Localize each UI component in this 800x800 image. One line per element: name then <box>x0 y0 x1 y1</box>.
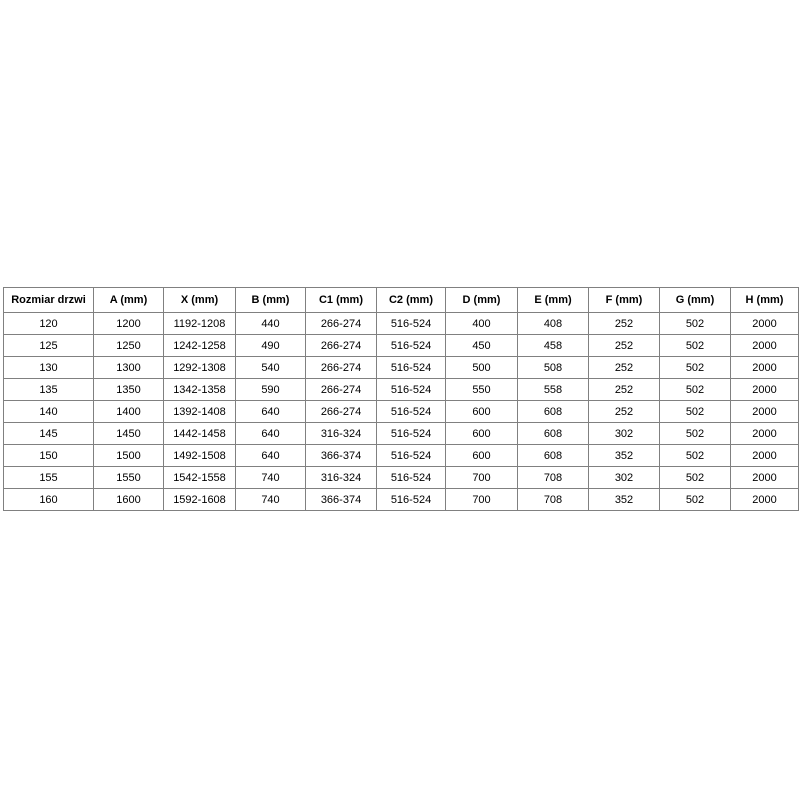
column-header: X (mm) <box>164 288 236 313</box>
table-cell: 1250 <box>94 335 164 357</box>
table-cell: 608 <box>518 401 589 423</box>
table-cell: 600 <box>446 445 518 467</box>
table-row <box>4 467 799 489</box>
table-cell: 558 <box>518 379 589 401</box>
door-dimensions-table <box>3 287 799 511</box>
table-cell: 2000 <box>731 335 799 357</box>
table-cell: 516-524 <box>377 379 446 401</box>
column-header: D (mm) <box>446 288 518 313</box>
table-cell: 700 <box>446 489 518 511</box>
table-cell: 1350 <box>94 379 164 401</box>
table-cell: 408 <box>518 313 589 335</box>
table-cell: 1342-1358 <box>164 379 236 401</box>
table-cell: 590 <box>236 379 306 401</box>
table-cell: 2000 <box>731 313 799 335</box>
table-cell: 252 <box>589 401 660 423</box>
table-cell: 252 <box>589 357 660 379</box>
table-cell: 502 <box>660 313 731 335</box>
table-row <box>4 445 799 467</box>
table-header <box>4 288 799 313</box>
column-header: E (mm) <box>518 288 589 313</box>
table-cell: 266-274 <box>306 313 377 335</box>
table-cell: 2000 <box>731 489 799 511</box>
table-cell: 2000 <box>731 357 799 379</box>
column-header: Rozmiar drzwi <box>4 288 94 313</box>
table-cell: 120 <box>4 313 94 335</box>
table-cell: 516-524 <box>377 401 446 423</box>
table-cell: 502 <box>660 379 731 401</box>
table-row <box>4 489 799 511</box>
table-cell: 740 <box>236 489 306 511</box>
column-header: C1 (mm) <box>306 288 377 313</box>
column-header: G (mm) <box>660 288 731 313</box>
table-cell: 266-274 <box>306 335 377 357</box>
table-cell: 2000 <box>731 379 799 401</box>
table-cell: 266-274 <box>306 379 377 401</box>
table-cell: 2000 <box>731 445 799 467</box>
table-cell: 700 <box>446 467 518 489</box>
table-cell: 302 <box>589 467 660 489</box>
table-cell: 550 <box>446 379 518 401</box>
table-cell: 1200 <box>94 313 164 335</box>
table-cell: 1550 <box>94 467 164 489</box>
table-cell: 516-524 <box>377 467 446 489</box>
table-cell: 540 <box>236 357 306 379</box>
table-cell: 366-374 <box>306 445 377 467</box>
table-cell: 1542-1558 <box>164 467 236 489</box>
table-cell: 708 <box>518 489 589 511</box>
table-cell: 490 <box>236 335 306 357</box>
table-cell: 640 <box>236 445 306 467</box>
table-cell: 135 <box>4 379 94 401</box>
table-cell: 600 <box>446 401 518 423</box>
table-row <box>4 401 799 423</box>
table-cell: 516-524 <box>377 313 446 335</box>
column-header: A (mm) <box>94 288 164 313</box>
table-cell: 640 <box>236 401 306 423</box>
table-header-row <box>4 288 799 313</box>
table-body <box>4 313 799 511</box>
table-cell: 708 <box>518 467 589 489</box>
table-cell: 516-524 <box>377 445 446 467</box>
table-cell: 1500 <box>94 445 164 467</box>
table-cell: 266-274 <box>306 357 377 379</box>
table-cell: 502 <box>660 357 731 379</box>
table-cell: 502 <box>660 467 731 489</box>
table-cell: 502 <box>660 401 731 423</box>
table-cell: 516-524 <box>377 423 446 445</box>
table-cell: 450 <box>446 335 518 357</box>
table-cell: 1600 <box>94 489 164 511</box>
table-row <box>4 379 799 401</box>
table-cell: 352 <box>589 445 660 467</box>
table-cell: 458 <box>518 335 589 357</box>
table-cell: 352 <box>589 489 660 511</box>
table-cell: 2000 <box>731 423 799 445</box>
column-header: H (mm) <box>731 288 799 313</box>
table-cell: 508 <box>518 357 589 379</box>
table-cell: 266-274 <box>306 401 377 423</box>
table-cell: 1592-1608 <box>164 489 236 511</box>
table-row <box>4 357 799 379</box>
table-cell: 145 <box>4 423 94 445</box>
table-cell: 502 <box>660 489 731 511</box>
table-cell: 440 <box>236 313 306 335</box>
table-cell: 1242-1258 <box>164 335 236 357</box>
table-cell: 316-324 <box>306 467 377 489</box>
column-header: F (mm) <box>589 288 660 313</box>
table-cell: 160 <box>4 489 94 511</box>
table-cell: 125 <box>4 335 94 357</box>
table-cell: 502 <box>660 423 731 445</box>
table-cell: 252 <box>589 313 660 335</box>
table-cell: 302 <box>589 423 660 445</box>
table-cell: 516-524 <box>377 357 446 379</box>
table-cell: 1192-1208 <box>164 313 236 335</box>
table-cell: 140 <box>4 401 94 423</box>
column-header: B (mm) <box>236 288 306 313</box>
table-cell: 640 <box>236 423 306 445</box>
table-cell: 1300 <box>94 357 164 379</box>
table-cell: 252 <box>589 379 660 401</box>
table-cell: 502 <box>660 335 731 357</box>
table-row <box>4 335 799 357</box>
table-cell: 400 <box>446 313 518 335</box>
table-cell: 366-374 <box>306 489 377 511</box>
table-cell: 600 <box>446 423 518 445</box>
column-header: C2 (mm) <box>377 288 446 313</box>
table-cell: 155 <box>4 467 94 489</box>
table-cell: 2000 <box>731 401 799 423</box>
table-cell: 1400 <box>94 401 164 423</box>
table-cell: 608 <box>518 423 589 445</box>
table-cell: 150 <box>4 445 94 467</box>
table-cell: 502 <box>660 445 731 467</box>
table-cell: 1392-1408 <box>164 401 236 423</box>
table-cell: 608 <box>518 445 589 467</box>
table-cell: 130 <box>4 357 94 379</box>
table-cell: 252 <box>589 335 660 357</box>
table-cell: 316-324 <box>306 423 377 445</box>
table-cell: 516-524 <box>377 489 446 511</box>
table-cell: 500 <box>446 357 518 379</box>
table-cell: 740 <box>236 467 306 489</box>
table-cell: 516-524 <box>377 335 446 357</box>
table-row <box>4 313 799 335</box>
table-cell: 1450 <box>94 423 164 445</box>
table-cell: 1292-1308 <box>164 357 236 379</box>
table-cell: 2000 <box>731 467 799 489</box>
table-row <box>4 423 799 445</box>
table-cell: 1492-1508 <box>164 445 236 467</box>
table-cell: 1442-1458 <box>164 423 236 445</box>
